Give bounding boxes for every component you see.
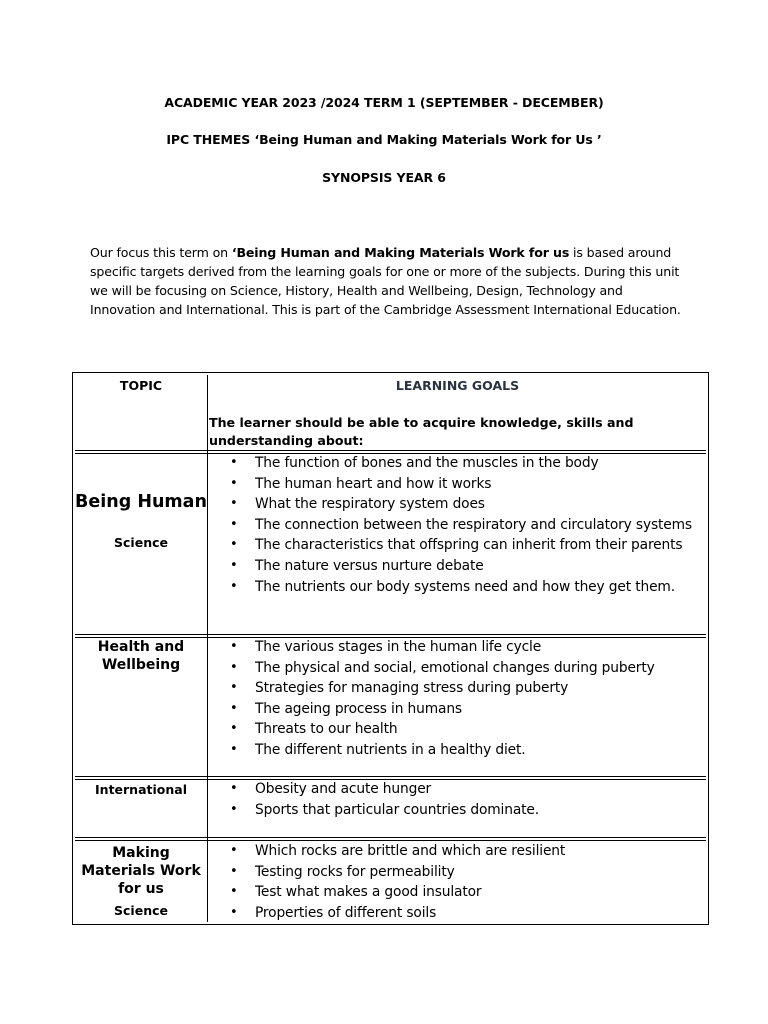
list-item: • The human heart and how it works bbox=[230, 475, 492, 492]
learning-goals-header: LEARNING GOALS bbox=[395, 378, 520, 393]
list-item: • What the respiratory system does bbox=[230, 496, 485, 513]
list-item: • The different nutrients in a healthy diet. bbox=[230, 741, 526, 758]
list-item: • The characteristics that offspring can inherit from their parents bbox=[230, 537, 683, 554]
list-item: • The various stages in the human life cycle bbox=[230, 639, 542, 655]
row-divider bbox=[75, 776, 706, 777]
intro-prefix: Our focus this term on bbox=[90, 245, 232, 260]
topic-making-materials-subject: Science bbox=[114, 903, 168, 918]
topic-health-wellbeing: Health and Wellbeing bbox=[97, 639, 185, 673]
list-item: • Test what makes a good insulator bbox=[230, 884, 482, 901]
goals-health-wellbeing bbox=[209, 637, 706, 761]
row-divider bbox=[75, 837, 706, 838]
learning-goals-table bbox=[72, 372, 709, 925]
list-item: • Which rocks are brittle and which are resilient bbox=[230, 843, 566, 859]
row-divider bbox=[75, 634, 706, 635]
intro-paragraph bbox=[90, 243, 690, 319]
intro-bold: ‘Being Human and Making Materials Work for us bbox=[231, 245, 570, 260]
list-item: • Properties of different soils bbox=[230, 904, 437, 921]
list-item: • The physical and social, emotional changes during puberty bbox=[230, 659, 655, 676]
goals-being-human bbox=[209, 453, 706, 597]
list-item: • Sports that particular countries dominate. bbox=[230, 801, 539, 818]
list-item: • Strategies for managing stress during puberty bbox=[230, 680, 569, 697]
topic-being-human: Being Human bbox=[75, 492, 207, 512]
list-item: • The nutrients our body systems need and how they get them. bbox=[230, 578, 675, 595]
topic-being-human-subject: Science bbox=[114, 535, 168, 550]
intro-suffix: is based around specific targets derived from the learning goals for one or more of the subjects. During this unit we will be focusing on Science, History, Health and Wellbeing, Design, Technology and Innovation and International. This is part of the Cambridge Assessment International Education. bbox=[90, 245, 681, 317]
topic-making-materials: Making Materials Work for us bbox=[81, 845, 201, 897]
list-item: • The ageing process in humans bbox=[230, 700, 462, 717]
row-divider bbox=[75, 450, 706, 451]
topic-header: TOPIC bbox=[119, 378, 163, 393]
list-item: • Obesity and acute hunger bbox=[230, 781, 432, 797]
synopsis-title: SYNOPSIS YEAR 6 bbox=[322, 170, 446, 185]
list-item: • The nature versus nurture debate bbox=[230, 557, 484, 574]
document-title: ACADEMIC YEAR 2023 /2024 TERM 1 (SEPTEMBER - DECEMBER) bbox=[164, 95, 604, 110]
list-item: • Threats to our health bbox=[230, 721, 398, 738]
goals-international bbox=[209, 779, 706, 820]
list-item: • The connection between the respiratory and circulatory systems bbox=[230, 516, 692, 533]
topic-international: International bbox=[95, 782, 187, 797]
themes-title: IPC THEMES ‘Being Human and Making Materials Work for Us ’ bbox=[166, 132, 602, 147]
list-item: • Testing rocks for permeability bbox=[230, 863, 455, 880]
learning-goals-subheader: The learner should be able to acquire knowledge, skills and understanding about: bbox=[209, 415, 634, 448]
goals-making-materials bbox=[209, 841, 706, 923]
list-item: • The function of bones and the muscles in the body bbox=[230, 455, 599, 471]
